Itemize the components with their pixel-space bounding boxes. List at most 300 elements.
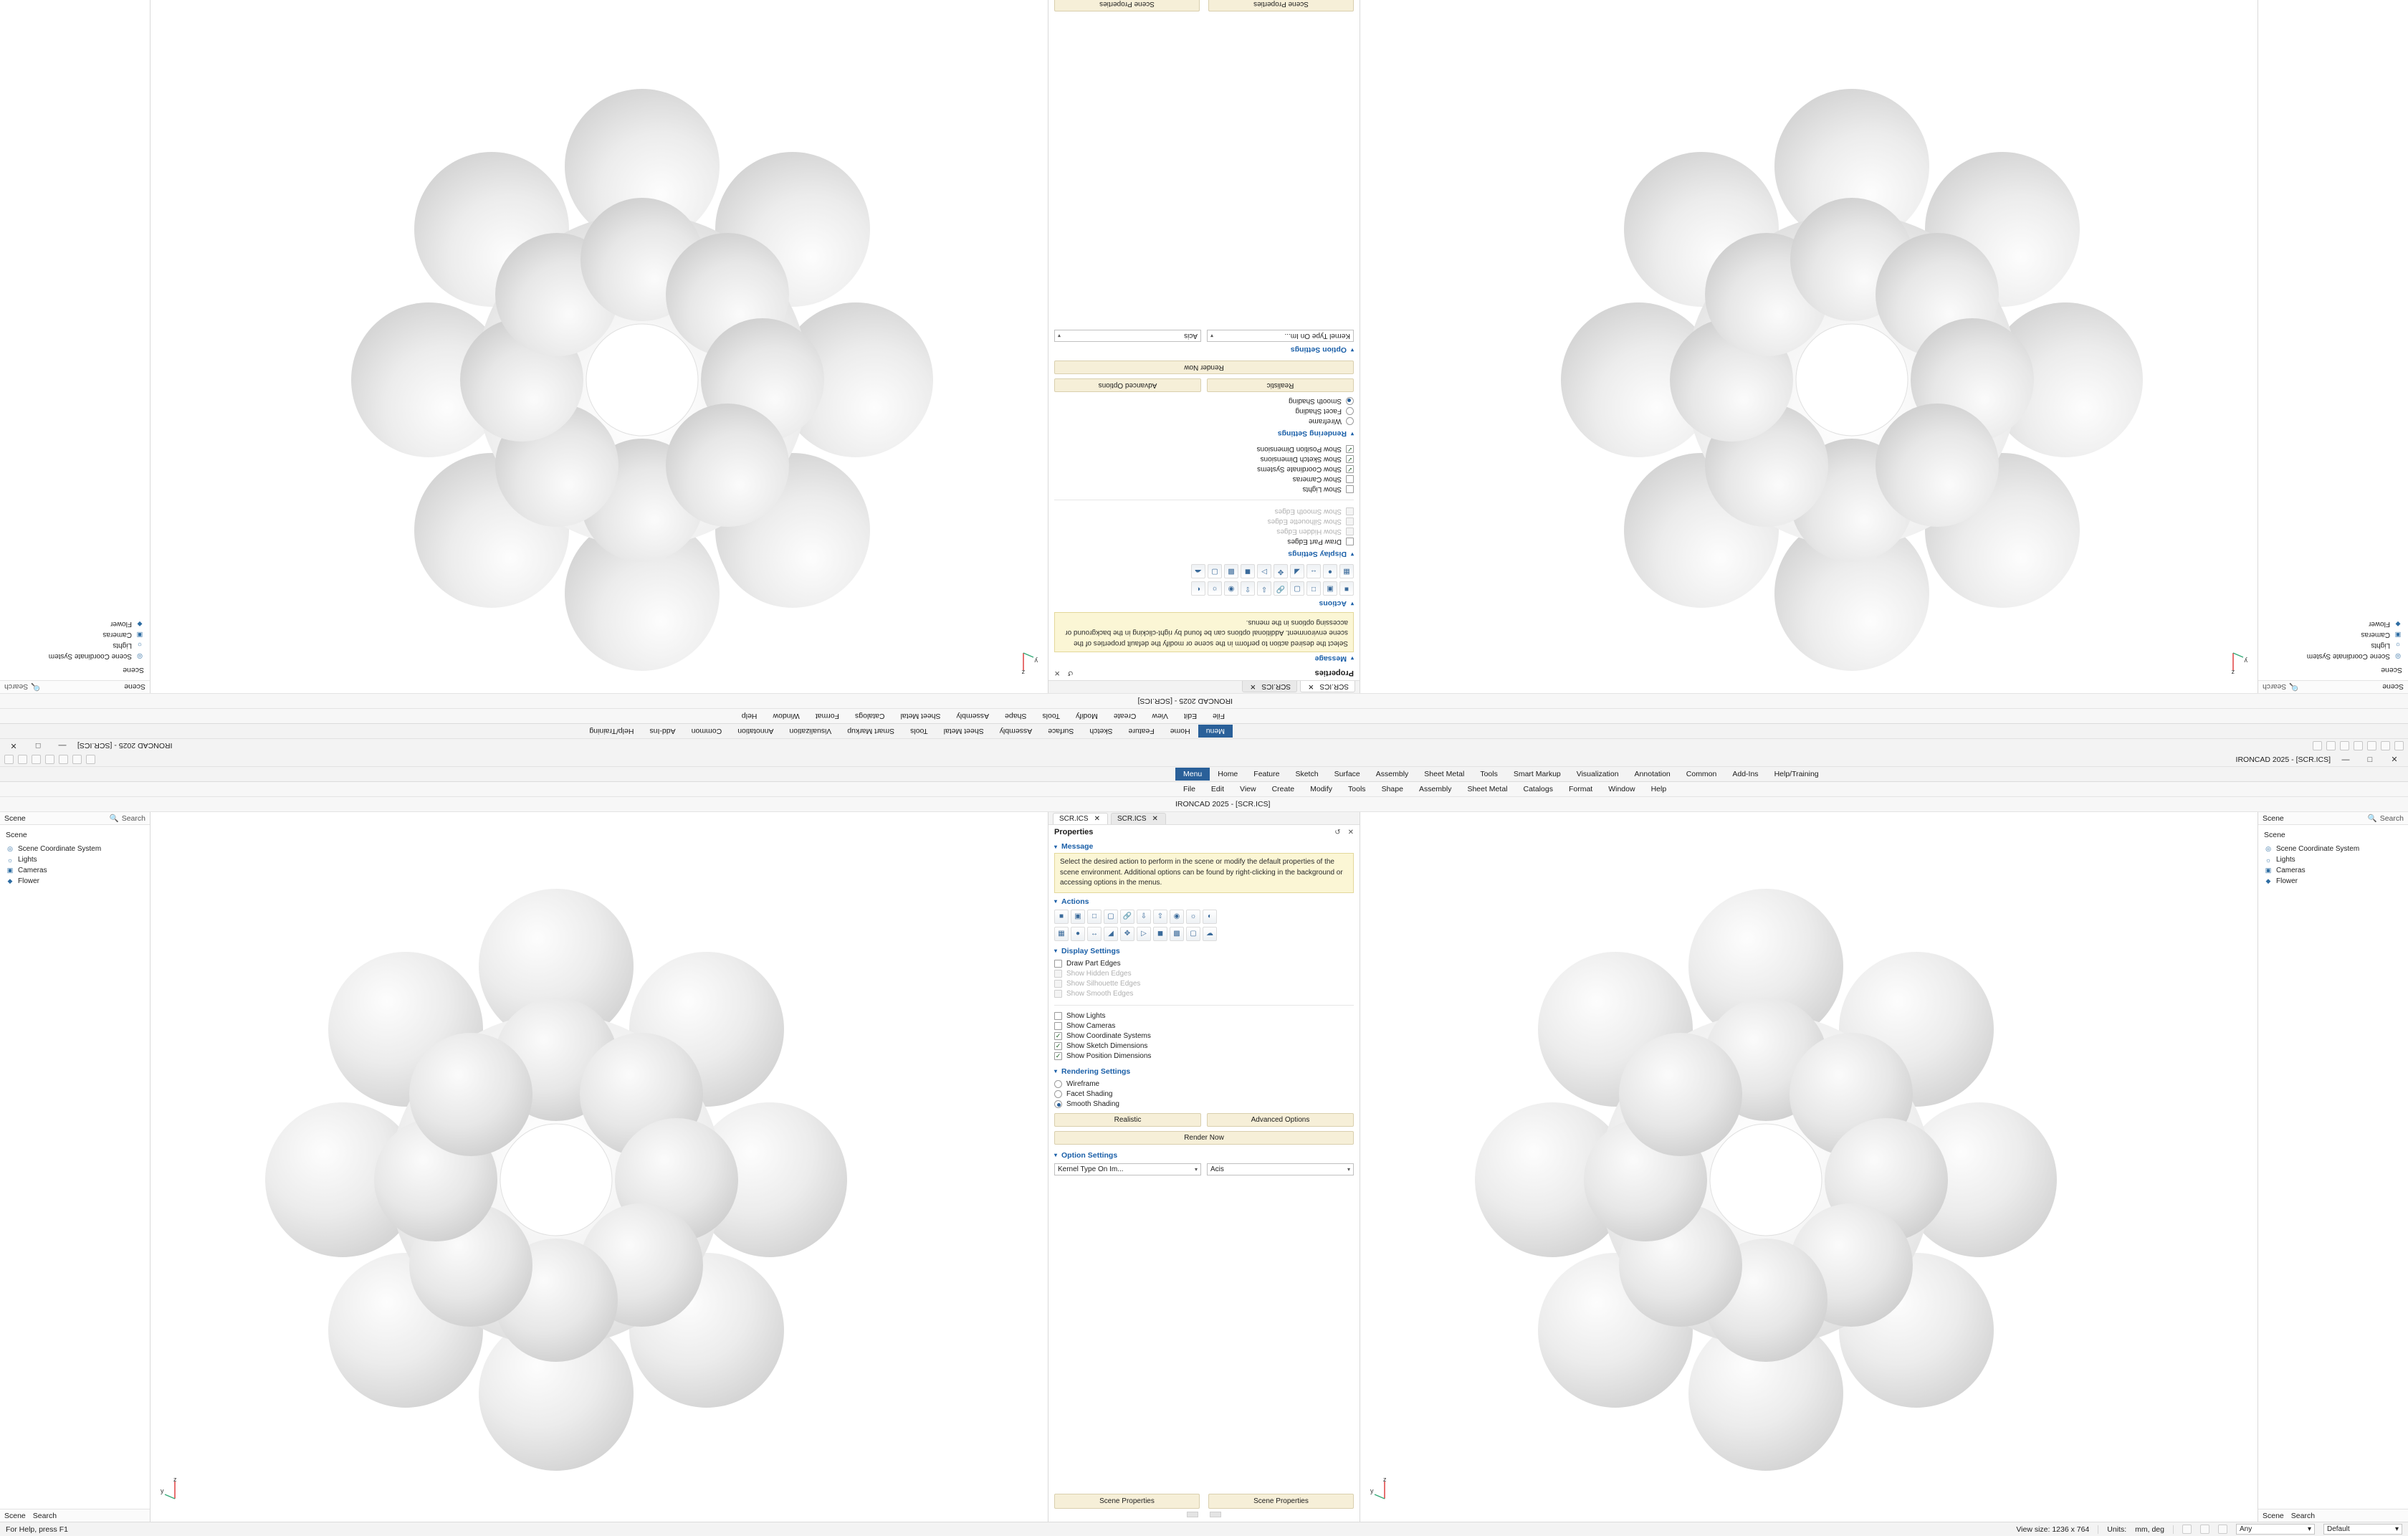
rendering-settings-title: ▾ Rendering Settings — [1054, 1067, 1131, 1076]
environment-icon[interactable]: ☁ — [1191, 565, 1205, 579]
close-button[interactable]: ✕ — [10, 741, 17, 750]
menu-sheet-metal[interactable]: Sheet Metal — [900, 712, 941, 720]
menu-edit[interactable]: Edit — [1210, 785, 1225, 793]
tree-item-label: Flower — [2276, 877, 2298, 885]
tree-item-cameras[interactable] — [4, 629, 145, 640]
option-settings-row[interactable] — [1048, 329, 1360, 344]
texture-icon[interactable]: ▩ — [1170, 927, 1184, 941]
menu-file[interactable]: File — [1213, 712, 1225, 720]
checkbox-box[interactable] — [1054, 1052, 1062, 1060]
tab-annotation[interactable]: Annotation — [737, 727, 774, 735]
tree-item-coordinate-system[interactable] — [4, 651, 145, 662]
new-part-icon[interactable]: ■ — [1054, 910, 1069, 924]
tab-common[interactable]: Common — [691, 727, 722, 735]
pin-icon[interactable]: ↺ — [1067, 669, 1074, 677]
tab-menu[interactable]: Menu — [1198, 725, 1233, 738]
checkbox-show-coordinate-systems[interactable]: ✓ Show Coordinate Systems — [1054, 1031, 1354, 1041]
tab-sheet-metal[interactable]: Sheet Metal — [1424, 770, 1465, 778]
close-button[interactable]: ✕ — [2391, 755, 2398, 764]
scene-properties-dialog[interactable] — [1048, 812, 1360, 1522]
realistic-advanced-row[interactable] — [1048, 377, 1360, 395]
tree-item-label: Cameras — [102, 631, 132, 639]
environment-icon[interactable]: ☁ — [1203, 927, 1217, 941]
scene-browser-search[interactable] — [2263, 682, 2298, 692]
dialog-tab-strip[interactable] — [1048, 812, 1360, 825]
dialog-tab-label: SCR.ICS — [1117, 815, 1147, 823]
checkbox-show-position-dimensions[interactable]: ✓ Show Position Dimensions — [1054, 1051, 1354, 1062]
render-icon[interactable]: ◐ — [1191, 582, 1205, 596]
export-icon[interactable]: ⇧ — [1153, 910, 1167, 924]
camera-icon[interactable]: ◉ — [1224, 582, 1238, 596]
tree-item-lights[interactable] — [4, 854, 145, 865]
tab-menu[interactable]: Menu — [1175, 768, 1210, 781]
checkbox-box[interactable] — [1054, 1032, 1062, 1040]
menu-format[interactable]: Format — [1568, 785, 1593, 793]
import-icon[interactable]: ⇩ — [1137, 910, 1151, 924]
part-icon: ◆ — [7, 877, 13, 884]
menu-bar[interactable] — [0, 708, 2408, 723]
quick-access-toolbar[interactable] — [4, 755, 95, 764]
footer-scene-tab[interactable]: Scene — [4, 1511, 26, 1520]
chevron-down-icon[interactable]: ▾ — [1347, 1165, 1350, 1173]
tree-item-label: Cameras — [18, 867, 47, 874]
tab-sheet-metal[interactable]: Sheet Metal — [943, 727, 984, 735]
new-icon[interactable] — [2394, 741, 2404, 750]
checkbox-draw-part-edges[interactable]: Draw Part Edges — [1054, 537, 1354, 547]
chevron-down-icon[interactable]: ▾ — [1210, 333, 1214, 340]
new-assembly-icon[interactable]: ▣ — [1071, 910, 1085, 924]
tab-assembly[interactable]: Assembly — [1375, 770, 1409, 778]
resize-grip[interactable] — [1210, 1512, 1221, 1517]
document-title-row — [0, 797, 2408, 812]
radio-button[interactable] — [1346, 397, 1354, 405]
tab-sketch[interactable]: Sketch — [1089, 727, 1113, 735]
save-icon[interactable] — [2367, 741, 2376, 750]
tab-feature[interactable]: Feature — [1253, 770, 1280, 778]
checkbox-box[interactable] — [1054, 960, 1062, 968]
flower-model[interactable] — [363, 97, 922, 663]
checkbox-show-lights[interactable]: Show Lights — [1054, 485, 1354, 495]
scene-tree[interactable] — [2258, 825, 2408, 891]
scene-browser-search[interactable] — [2368, 814, 2404, 823]
realistic-button[interactable]: Realistic — [1207, 379, 1354, 393]
tree-item-cameras[interactable] — [4, 865, 145, 876]
undo-icon[interactable] — [2354, 741, 2363, 750]
new-assembly-icon[interactable]: ▣ — [1323, 582, 1337, 596]
scene-browser-header — [2258, 812, 2408, 825]
tab-visualization[interactable]: Visualization — [789, 727, 832, 735]
dialog-tab-scr-2[interactable] — [1111, 813, 1166, 824]
tab-tools[interactable]: Tools — [910, 727, 928, 735]
scene-browser-title: Scene — [4, 814, 26, 823]
resize-grip[interactable] — [1187, 1512, 1198, 1517]
menu-create[interactable]: Create — [1271, 785, 1295, 793]
radio-wireframe[interactable]: Wireframe — [1054, 416, 1354, 426]
tree-item-flower[interactable] — [2263, 876, 2404, 887]
menu-sheet-metal[interactable]: Sheet Metal — [1467, 785, 1508, 793]
tab-home[interactable]: Home — [1218, 770, 1238, 778]
tab-help-training[interactable]: Help/Training — [589, 727, 634, 735]
menu-help[interactable]: Help — [1650, 785, 1667, 793]
tab-visualization[interactable]: Visualization — [1576, 770, 1619, 778]
tab-smart-markup[interactable]: Smart Markup — [847, 727, 895, 735]
action-icons-row-1[interactable] — [1048, 581, 1360, 598]
status-bar — [0, 1522, 2408, 1536]
app-window — [0, 753, 2408, 1534]
close-icon[interactable]: ✕ — [1054, 669, 1061, 677]
menu-view[interactable]: View — [1240, 785, 1256, 793]
dialog-tab-scr[interactable] — [1053, 813, 1108, 824]
rendering-mode-list[interactable] — [1048, 1078, 1360, 1111]
action-icons-row-1[interactable] — [1048, 908, 1360, 925]
checkbox-box[interactable] — [1054, 1022, 1062, 1030]
light-icon[interactable]: ☼ — [1186, 910, 1200, 924]
advanced-options-button[interactable]: Advanced Options — [1054, 379, 1201, 393]
search-icon[interactable]: 🔍 — [31, 682, 41, 691]
open-icon[interactable] — [2381, 741, 2390, 750]
tree-item-flower[interactable] — [4, 619, 145, 629]
chevron-down-icon[interactable]: ▾ — [1054, 898, 1058, 905]
checkbox-draw-part-edges[interactable]: Draw Part Edges — [1054, 959, 1354, 969]
scene-browser-title: Scene — [2263, 814, 2284, 823]
render-now-row[interactable] — [1048, 1129, 1360, 1147]
insert-part-icon[interactable]: □ — [1087, 910, 1102, 924]
checkbox-show-hidden-edges: Show Hidden Edges — [1054, 527, 1354, 537]
ribbon-tab-strip[interactable] — [0, 767, 2408, 782]
checkbox-box[interactable] — [1346, 475, 1354, 483]
checkbox-box — [1054, 970, 1062, 978]
checkbox-box[interactable] — [1054, 1012, 1062, 1020]
menu-help[interactable]: Help — [741, 712, 758, 720]
background-icon[interactable]: ▢ — [1208, 565, 1222, 579]
tree-item-coordinate-system[interactable] — [4, 844, 145, 854]
texture-icon[interactable]: ▩ — [1224, 565, 1238, 579]
tab-tools[interactable]: Tools — [1480, 770, 1498, 778]
checkbox-show-sketch-dimensions[interactable]: ✓ Show Sketch Dimensions — [1054, 454, 1354, 464]
footer-search-tab[interactable]: Search — [2290, 1511, 2316, 1520]
scene-browser-header — [0, 680, 150, 693]
menu-assembly[interactable]: Assembly — [1418, 785, 1452, 793]
pin-icon[interactable]: ↺ — [1334, 828, 1341, 836]
tree-item-label: Scene Coordinate System — [2276, 845, 2360, 853]
chevron-down-icon[interactable]: ▾ — [2307, 1525, 2311, 1533]
chevron-down-icon[interactable]: ▾ — [1350, 347, 1354, 353]
customize-qat-icon[interactable] — [86, 755, 95, 764]
search-icon[interactable]: 🔍 — [109, 814, 119, 823]
checkbox-box[interactable] — [1346, 445, 1354, 453]
window-controls[interactable] — [4, 741, 172, 750]
tab-surface[interactable]: Surface — [1048, 727, 1074, 735]
chevron-down-icon[interactable]: ▾ — [1350, 601, 1354, 607]
new-part-icon[interactable]: ■ — [1339, 582, 1354, 596]
insert-part-icon[interactable]: □ — [1306, 582, 1321, 596]
menu-format[interactable]: Format — [815, 712, 840, 720]
kernel-type-select[interactable]: Kernel Type On Im... ▾ — [1207, 330, 1354, 343]
part-icon: ◆ — [2265, 877, 2271, 884]
tree-item-cameras[interactable] — [2263, 629, 2404, 640]
tree-item-coordinate-system[interactable] — [2263, 651, 2404, 662]
menu-bar[interactable] — [0, 782, 2408, 797]
animate-icon[interactable]: ▷ — [1257, 565, 1271, 579]
chevron-down-icon[interactable]: ▾ — [1054, 1152, 1058, 1158]
new-icon[interactable] — [4, 755, 14, 764]
menu-edit[interactable]: Edit — [1183, 712, 1198, 720]
close-icon[interactable]: ✕ — [1308, 682, 1314, 690]
undo-icon[interactable] — [45, 755, 54, 764]
render-now-row[interactable] — [1048, 359, 1360, 377]
material-icon[interactable]: ◼ — [1153, 927, 1167, 941]
tree-item-lights[interactable] — [2263, 640, 2404, 651]
render-icon[interactable]: ◐ — [1203, 910, 1217, 924]
ortho-toggle-icon[interactable] — [2218, 1525, 2227, 1534]
tab-feature[interactable]: Feature — [1128, 727, 1155, 735]
save-icon[interactable] — [32, 755, 41, 764]
radio-button[interactable] — [1054, 1100, 1062, 1108]
tree-item-flower[interactable] — [4, 876, 145, 887]
scene-tree[interactable] — [2258, 614, 2408, 680]
radio-button[interactable] — [1054, 1080, 1062, 1088]
material-icon[interactable]: ◼ — [1241, 565, 1255, 579]
menu-create[interactable]: Create — [1113, 712, 1137, 720]
menu-window[interactable]: Window — [773, 712, 800, 720]
tab-assembly[interactable]: Assembly — [999, 727, 1033, 735]
radio-facet-shading[interactable]: Facet Shading — [1054, 1089, 1354, 1099]
close-icon[interactable]: ✕ — [1250, 682, 1256, 690]
scene-visibility-list[interactable] — [1048, 1010, 1360, 1063]
app-window-mirrored — [0, 0, 2408, 753]
scene-properties-button-right[interactable]: Scene Properties — [1208, 1494, 1354, 1509]
import-icon[interactable]: ⇩ — [1257, 582, 1271, 596]
radio-smooth-shading[interactable]: Smooth Shading — [1054, 396, 1354, 406]
render-now-button[interactable]: Render Now — [1054, 361, 1354, 375]
scene-browser-search[interactable] — [4, 682, 40, 692]
link-icon[interactable]: 🔗 — [1120, 910, 1134, 924]
insert-assembly-icon[interactable]: ▢ — [1104, 910, 1118, 924]
checkbox-box[interactable] — [1346, 485, 1354, 493]
radio-wireframe[interactable]: Wireframe — [1054, 1079, 1354, 1089]
menu-catalogs[interactable]: Catalogs — [855, 712, 885, 720]
checkbox-show-lights[interactable]: Show Lights — [1054, 1011, 1354, 1021]
flower-model[interactable] — [277, 897, 836, 1463]
checkbox-box[interactable] — [1346, 538, 1354, 545]
tree-item-lights[interactable] — [2263, 854, 2404, 865]
message-text: Select the desired action to perform in the scene or modify the default properties of the scene environment. Additional options can be found by right-clicking in the background or accessing options in the menus. — [1054, 613, 1354, 653]
ribbon-tab-strip[interactable] — [0, 723, 2408, 738]
quick-access-toolbar[interactable] — [2313, 741, 2404, 750]
section-icon[interactable]: ◢ — [1104, 927, 1118, 941]
background-icon[interactable]: ▢ — [1186, 927, 1200, 941]
flower-model[interactable] — [1572, 97, 2131, 663]
tab-smart-markup[interactable]: Smart Markup — [1513, 770, 1561, 778]
dialog-tab-scr-2[interactable] — [1242, 681, 1297, 692]
light-icon[interactable]: ☼ — [1208, 582, 1222, 596]
scene-browser-search[interactable] — [110, 814, 145, 823]
section-icon[interactable]: ◢ — [1290, 565, 1304, 579]
menu-shape[interactable]: Shape — [1005, 712, 1027, 720]
open-icon[interactable] — [18, 755, 27, 764]
action-icons-row-2[interactable] — [1048, 563, 1360, 581]
tree-item-cameras[interactable] — [2263, 865, 2404, 876]
menu-file[interactable]: File — [1183, 785, 1195, 793]
print-icon[interactable] — [72, 755, 82, 764]
redo-icon[interactable] — [59, 755, 68, 764]
maximize-button[interactable]: □ — [2367, 755, 2373, 764]
action-icons-row-2[interactable] — [1048, 925, 1360, 943]
status-units-value: mm, deg — [2135, 1525, 2164, 1534]
tree-item-lights[interactable] — [4, 640, 145, 651]
grid-toggle-icon[interactable] — [2200, 1525, 2209, 1534]
chevron-down-icon[interactable]: ▾ — [1194, 1165, 1198, 1173]
dialog-tab-strip[interactable] — [1048, 680, 1360, 693]
checkbox-show-silhouette-edges: Show Silhouette Edges — [1054, 517, 1354, 527]
viewport-right[interactable] — [150, 0, 1048, 693]
kernel-value-select[interactable]: Acis ▾ — [1054, 330, 1201, 343]
snap-toggle-icon[interactable] — [2182, 1525, 2192, 1534]
tree-item-flower[interactable] — [2263, 619, 2404, 629]
light-icon: ☼ — [2265, 856, 2272, 864]
chevron-down-icon[interactable]: ▾ — [1350, 655, 1354, 662]
menu-modify[interactable]: Modify — [1075, 712, 1098, 720]
measure-icon[interactable]: ↔ — [1306, 565, 1321, 579]
axis-triad — [1009, 647, 1038, 676]
checkbox-box[interactable] — [1346, 465, 1354, 473]
rendering-mode-list[interactable] — [1048, 395, 1360, 428]
footer-search-tab[interactable]: Search — [32, 1511, 57, 1520]
chevron-down-icon[interactable]: ▾ — [1350, 551, 1354, 558]
dialog-footer[interactable] — [1048, 0, 1360, 16]
radio-button[interactable] — [1054, 1090, 1062, 1098]
scene-browser-footer[interactable] — [0, 1509, 150, 1522]
menu-window[interactable]: Window — [1608, 785, 1635, 793]
divider — [1054, 1005, 1354, 1006]
checkbox-box[interactable] — [1054, 1042, 1062, 1050]
menu-catalogs[interactable]: Catalogs — [1523, 785, 1553, 793]
realistic-button[interactable]: Realistic — [1054, 1113, 1201, 1127]
tab-surface[interactable]: Surface — [1334, 770, 1360, 778]
window-controls[interactable] — [2236, 755, 2404, 764]
display-settings-list[interactable] — [1048, 958, 1360, 1001]
print-icon[interactable] — [2326, 741, 2336, 750]
kernel-value-select[interactable]: Acis ▾ — [1207, 1163, 1354, 1175]
display-settings-list[interactable] — [1048, 505, 1360, 548]
camera-icon[interactable]: ◉ — [1170, 910, 1184, 924]
chevron-down-icon[interactable]: ▾ — [1058, 333, 1061, 340]
tab-annotation[interactable]: Annotation — [1634, 770, 1671, 778]
tree-item-label: Flower — [2368, 620, 2390, 628]
menu-tools[interactable]: Tools — [1348, 785, 1366, 793]
minimize-button[interactable]: — — [58, 741, 67, 750]
checkbox-show-cameras[interactable]: Show Cameras — [1054, 474, 1354, 485]
radio-button[interactable] — [1346, 407, 1354, 415]
search-icon[interactable]: 🔍 — [2367, 814, 2377, 823]
dialog-tab-scr[interactable] — [1300, 681, 1355, 692]
scene-properties-dialog[interactable] — [1048, 0, 1360, 693]
grid-icon[interactable]: ▦ — [1339, 565, 1354, 579]
scene-properties-button-right[interactable]: Scene Properties — [1054, 0, 1200, 11]
search-icon[interactable]: 🔍 — [2289, 682, 2299, 691]
animate-icon[interactable]: ▷ — [1137, 927, 1151, 941]
style-select[interactable]: Default ▾ — [2323, 1524, 2402, 1535]
checkbox-show-cameras[interactable]: Show Cameras — [1054, 1021, 1354, 1031]
snap-icon[interactable]: ● — [1323, 565, 1337, 579]
chevron-down-icon[interactable]: ▾ — [1054, 948, 1058, 954]
menu-tools[interactable]: Tools — [1042, 712, 1060, 720]
minimize-button[interactable]: — — [2341, 755, 2350, 764]
tab-add-ins[interactable]: Add-Ins — [649, 727, 676, 735]
menu-modify[interactable]: Modify — [1310, 785, 1333, 793]
measure-icon[interactable]: ↔ — [1087, 927, 1102, 941]
scene-tree[interactable] — [0, 825, 150, 891]
light-icon: ☼ — [6, 856, 14, 864]
viewport-left[interactable] — [150, 812, 1048, 1522]
chevron-down-icon[interactable]: ▾ — [1054, 1068, 1058, 1074]
link-icon[interactable]: 🔗 — [1274, 582, 1288, 596]
close-icon[interactable]: ✕ — [1347, 828, 1354, 836]
checkbox-show-sketch-dimensions[interactable]: ✓ Show Sketch Dimensions — [1054, 1041, 1354, 1051]
close-icon[interactable]: ✕ — [1152, 815, 1158, 823]
checkbox-show-coordinate-systems[interactable]: ✓ Show Coordinate Systems — [1054, 464, 1354, 474]
explode-icon[interactable]: ✥ — [1274, 565, 1288, 579]
export-icon[interactable]: ⇧ — [1241, 582, 1255, 596]
scene-properties-button-left[interactable]: Scene Properties — [1054, 1494, 1200, 1509]
snap-icon[interactable]: ● — [1071, 927, 1085, 941]
document-title-row — [0, 693, 2408, 708]
menu-view[interactable]: View — [1152, 712, 1168, 720]
render-now-button[interactable]: Render Now — [1054, 1131, 1354, 1145]
dialog-footer[interactable] — [1048, 1489, 1360, 1522]
advanced-options-button[interactable]: Advanced Options — [1207, 1113, 1354, 1127]
radio-smooth-shading[interactable]: Smooth Shading — [1054, 1099, 1354, 1110]
explode-icon[interactable]: ✥ — [1120, 927, 1134, 941]
checkbox-box[interactable] — [1346, 455, 1354, 463]
tree-item-label: Scene Coordinate System — [48, 652, 132, 660]
menu-assembly[interactable]: Assembly — [956, 712, 990, 720]
checkbox-show-position-dimensions[interactable]: ✓ Show Position Dimensions — [1054, 444, 1354, 454]
option-settings-row[interactable] — [1048, 1162, 1360, 1177]
menu-shape[interactable]: Shape — [1381, 785, 1403, 793]
chevron-down-icon[interactable]: ▾ — [2394, 1525, 2399, 1533]
tab-home[interactable]: Home — [1170, 727, 1190, 735]
scene-visibility-list[interactable] — [1048, 443, 1360, 496]
realistic-advanced-row[interactable] — [1048, 1111, 1360, 1129]
insert-assembly-icon[interactable]: ▢ — [1290, 582, 1304, 596]
viewport-left[interactable] — [1360, 0, 2258, 693]
customize-qat-icon[interactable] — [2313, 741, 2322, 750]
chevron-down-icon[interactable]: ▾ — [1350, 431, 1354, 437]
viewport-right[interactable] — [1360, 812, 2258, 1522]
tab-help-training[interactable]: Help/Training — [1774, 770, 1819, 778]
scene-browser-footer[interactable] — [2258, 1509, 2408, 1522]
tab-add-ins[interactable]: Add-Ins — [1732, 770, 1759, 778]
selector-filter-select[interactable]: Any ▾ — [2236, 1524, 2315, 1535]
tab-common[interactable]: Common — [1686, 770, 1717, 778]
flower-model[interactable] — [1486, 897, 2045, 1463]
kernel-type-select[interactable]: Kernel Type On Im... ▾ — [1054, 1163, 1201, 1175]
tree-item-coordinate-system[interactable] — [2263, 844, 2404, 854]
radio-button[interactable] — [1346, 417, 1354, 425]
grid-icon[interactable]: ▦ — [1054, 927, 1069, 941]
maximize-button[interactable]: □ — [35, 741, 41, 750]
scene-tree[interactable] — [0, 614, 150, 680]
close-icon[interactable]: ✕ — [1094, 815, 1100, 823]
scene-properties-button-left[interactable]: Scene Properties — [1208, 0, 1354, 11]
status-view-size: View size: 1236 x 764 — [2016, 1525, 2090, 1534]
chevron-down-icon[interactable]: ▾ — [1054, 843, 1058, 850]
radio-facet-shading[interactable]: Facet Shading — [1054, 406, 1354, 416]
footer-scene-tab[interactable]: Scene — [2263, 1511, 2284, 1520]
tab-sketch[interactable]: Sketch — [1295, 770, 1319, 778]
redo-icon[interactable] — [2340, 741, 2349, 750]
